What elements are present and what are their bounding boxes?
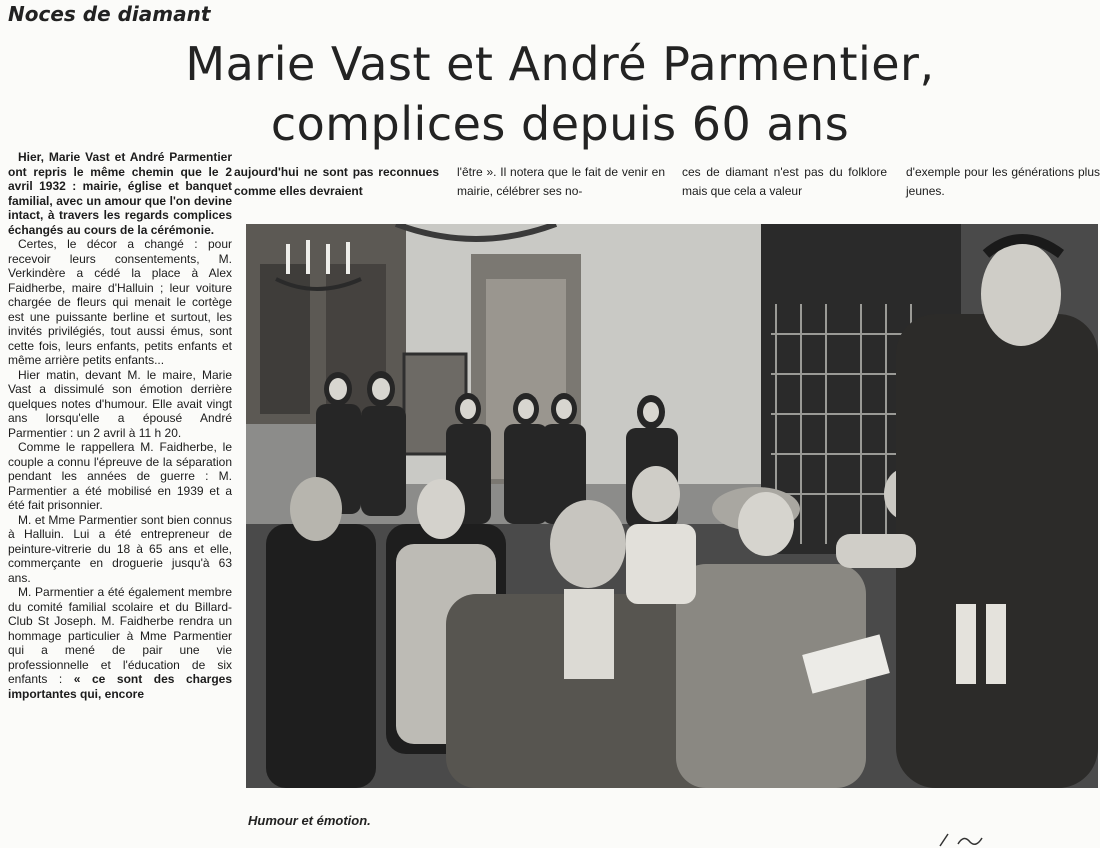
article-column-2: aujourd'hui ne sont pas reconnues comme elles devraient xyxy=(234,165,439,198)
article-paragraph-2: Hier matin, devant M. le maire, Marie Vast a dissimulé son émotion derrière quelques notes d'humour. Elle avait vingt ans lorsqu'elle a épousé André Parmentier : un 2 avril à 11 h 20. xyxy=(8,367,232,440)
article-column-5: d'exemple pour les générations plus jeunes. xyxy=(906,165,1100,198)
article-quote-start: « ce sont des charges importantes qui, encore xyxy=(8,672,233,701)
headline-line-2: complices depuis 60 ans xyxy=(270,97,850,151)
article-intro: Hier, Marie Vast et André Parmentier ont repris le même chemin que le 2 avril 1932 : mairie, église et banquet familial, avec un amour que l'on devine intact, à travers les regards complices échangés au cours de la cérémonie. xyxy=(8,150,232,237)
handwritten-mark xyxy=(930,830,1030,848)
article-column-left xyxy=(8,150,232,701)
article-paragraph-4: M. et Mme Parmentier sont bien connus à Halluin. Lui a été entrepreneur de peinture-vitrerie du 18 à 65 ans et elle, commerçante en droguerie jusqu'à 63 ans. xyxy=(8,512,232,585)
article-column-4: ces de diamant n'est pas du folklore mais que cela a valeur xyxy=(682,165,887,198)
section-kicker: Noces de diamant xyxy=(8,2,211,26)
ceremony-photo xyxy=(246,224,1098,788)
photo-illustration xyxy=(246,224,1098,788)
headline-line-1: Marie Vast et André Parmentier, xyxy=(185,37,935,91)
photo-caption: Humour et émotion. xyxy=(248,813,371,828)
article-paragraph-1: Certes, le décor a changé : pour recevoir leurs consentements, M. Verkindère a cédé la place à Alex Faidherbe, maire d'Halluin ; leur voiture chargée de fleurs qui menait le cortège est une puissante berline et surtout, les invités privilégiés, tout aussi émus, sont cette fois, leurs enfants, petits enfants et même arrière petits enfants... xyxy=(8,237,232,367)
article-paragraph-5-text: M. Parmentier a été également membre du comité familial scolaire et du Billard-Club St Joseph. M. Faidherbe rendra un hommage particulier à Mme Parmentier qui a mené de pair une vie professionnelle et l'éducation de six enfants : xyxy=(8,585,232,686)
article-paragraph-5 xyxy=(8,585,232,701)
article-column-3: l'être ». Il notera que le fait de venir en mairie, célébrer ses no- xyxy=(457,165,665,198)
article-paragraph-3: Comme le rappellera M. Faidherbe, le couple a connu l'épreuve de la séparation pendant les années de guerre : M. Parmentier a été mobilisé en 1939 et a été fait prisonnier. xyxy=(8,440,232,512)
headline xyxy=(150,34,970,154)
